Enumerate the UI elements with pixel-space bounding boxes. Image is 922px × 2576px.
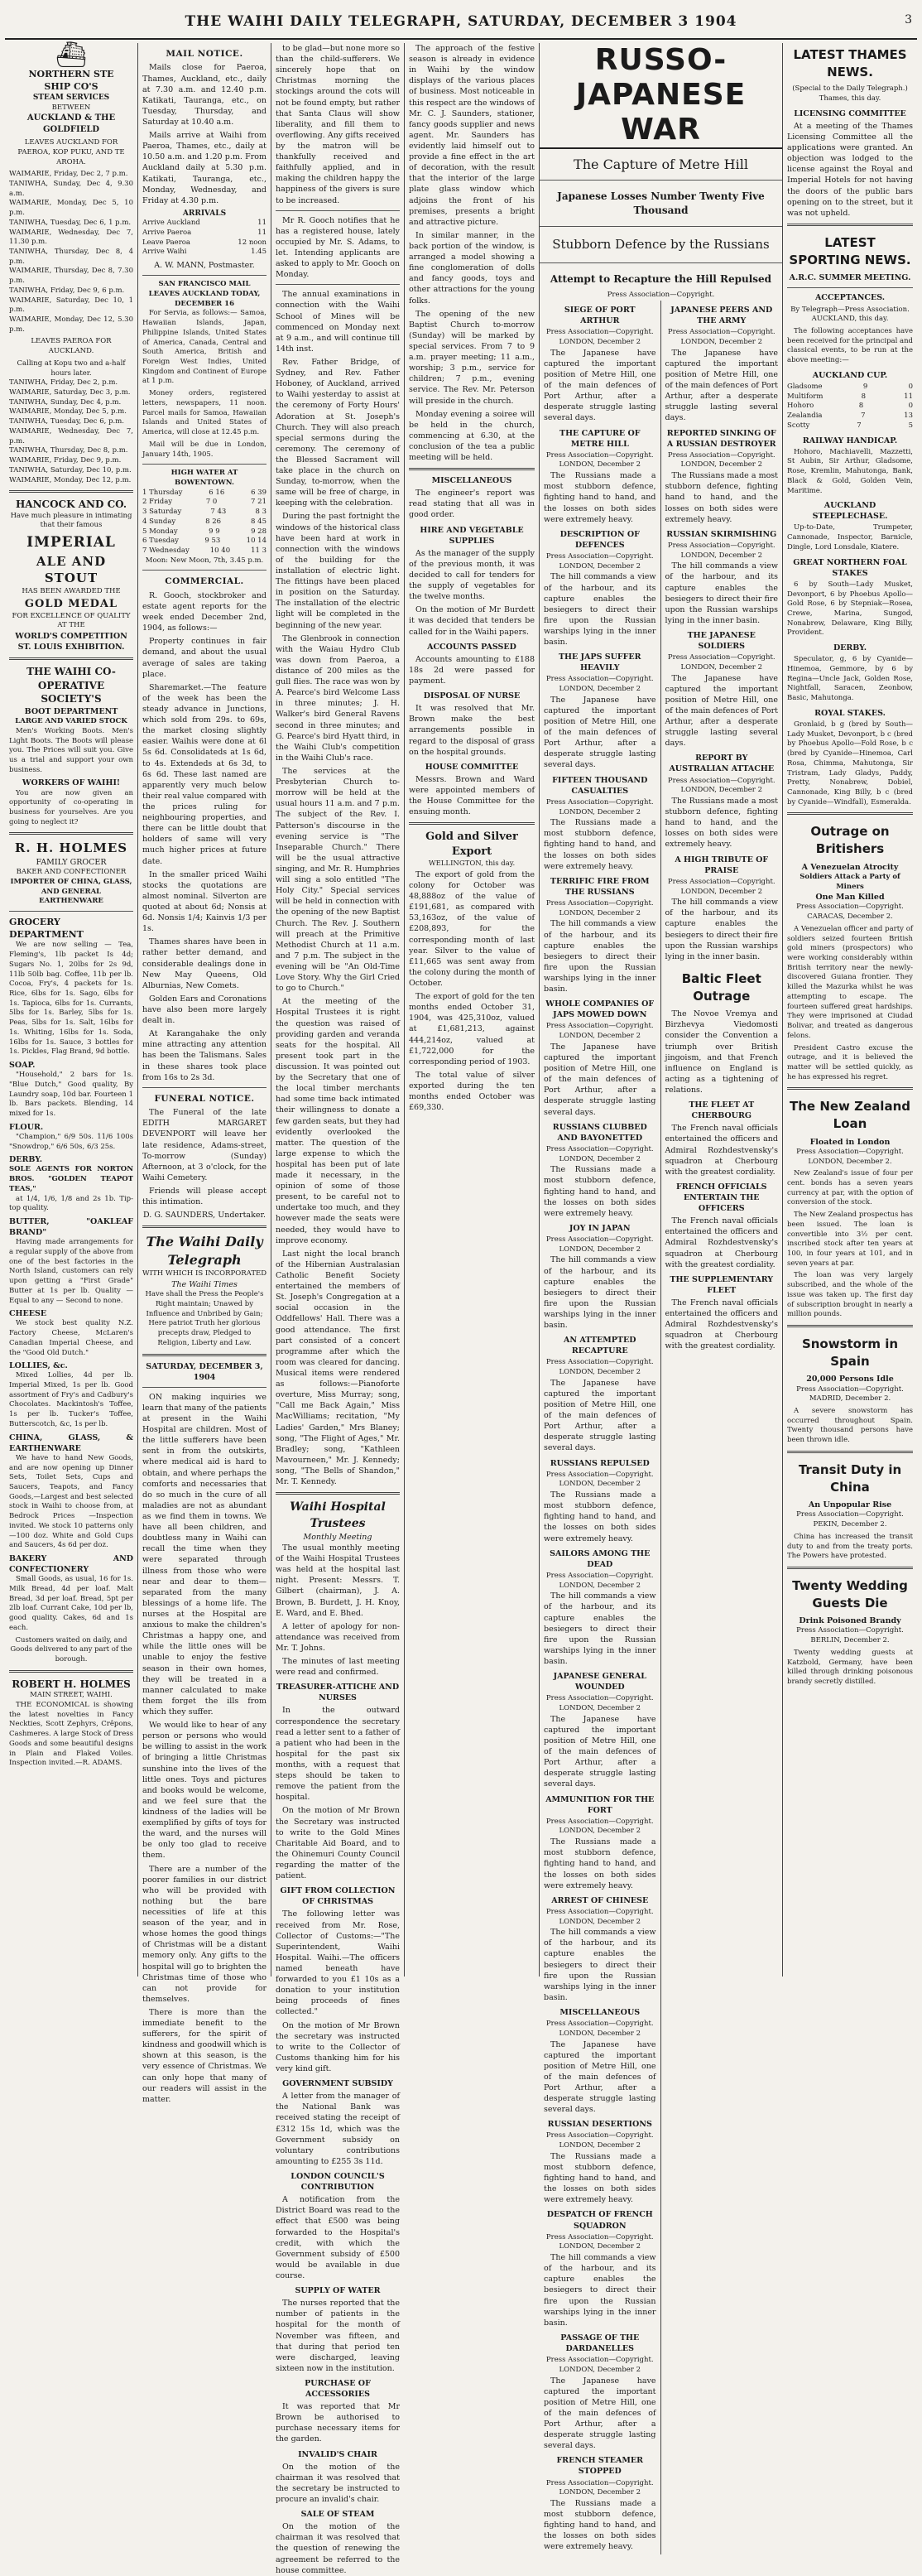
war-item-dateline: LONDON, December 2 — [559, 1917, 641, 1926]
foal-stakes-heading: GREAT NORTHERN FOAL STAKES — [793, 557, 907, 578]
schedule-entry: WAIMARIE, Monday, Dec 5, p.m. — [9, 407, 127, 416]
schedule-entry: WAIMARIE, Saturday, Dec 3, p.m. — [9, 388, 131, 397]
tide-row-cell: 4 Sunday — [142, 517, 176, 526]
mail-row — [142, 219, 267, 229]
cup-row-cell: 8 — [861, 392, 866, 401]
war-item-dateline: LONDON, December 2 — [559, 1154, 641, 1163]
war-item-dateline: LONDON, December 2 — [680, 786, 762, 795]
thames-dateline: (Special to the Daily Telegraph.) Thames, this day. — [792, 84, 908, 104]
russo-japanese-war-section — [540, 43, 783, 2552]
cup-row-cell: 5 — [908, 421, 913, 430]
holmes-heading: R. H. HOLMES — [14, 840, 128, 856]
war-item-credit: Press Association—Copyright. — [545, 1694, 654, 1703]
war-item-credit: Press Association—Copyright. — [545, 797, 654, 807]
war-item-credit: Press Association—Copyright. — [545, 2356, 654, 2365]
cup-row-cell: 7 — [857, 421, 862, 430]
cup-row-cell: 0 — [908, 402, 913, 411]
war-item-heading: SIEGE OF PORT ARTHUR — [564, 306, 636, 326]
importer-label: IMPORTER OF CHINA, GLASS, AND GENERAL EARTHENWARE — [10, 877, 132, 906]
wedding-sub: Drink Poisoned Brandy — [799, 1616, 901, 1626]
war-item-dateline: LONDON, December 2 — [559, 1480, 641, 1489]
undertaker: D. G. SAUNDERS, Undertaker. — [143, 1211, 266, 1221]
tide-row-cell: 8 3 — [255, 508, 267, 517]
war-item-dateline: LONDON, December 2 — [559, 460, 641, 469]
war-item-dateline: LONDON, December 2 — [559, 685, 641, 694]
schedule-entry: WAIMARIE, Monday, Dec 12, p.m. — [9, 475, 132, 484]
war-item-credit: Press Association—Copyright. — [667, 450, 776, 460]
tide-row-cell: 6 39 — [251, 488, 267, 497]
schedule-entry: TANIWHA, Sunday, Dec 4, 9.30 a.m. — [9, 179, 133, 198]
worlds-competition: WORLD'S COMPETITION — [15, 632, 127, 642]
cup-row-cell: 11 — [904, 392, 913, 401]
family-grocer: FAMILY GROCER — [36, 858, 107, 868]
paper-title: The Waihi Daily Telegraph — [146, 1234, 263, 1269]
licensing-heading: LICENSING COMMITTEE — [794, 108, 906, 118]
cup-row-cell: 7 — [861, 412, 866, 421]
sole-agents: SOLE AGENTS FOR NORTON BROS. "GOLDEN TEAPOT TEAS," — [9, 1165, 133, 1193]
derby-heading: DERBY. — [833, 643, 867, 653]
outrage-sub-2: Soldiers Attack a Party of Miners — [800, 872, 900, 891]
st-louis-exhibition: ST. LOUIS EXHIBITION. — [17, 643, 125, 652]
war-item-dateline: LONDON, December 2 — [559, 1368, 641, 1377]
tide-row — [142, 527, 267, 537]
royal-stakes-heading: ROYAL STAKES. — [814, 708, 886, 718]
excellence-label: FOR EXCELLENCE OF QUALITY — [12, 611, 131, 620]
war-item-heading: A HIGH TRIBUTE OF PRAISE — [675, 855, 769, 875]
war-item-dateline: LONDON, December 2 — [680, 551, 762, 560]
war-item-credit: Press Association—Copyright. — [545, 551, 654, 561]
tide-row-cell: 6 16 — [209, 488, 225, 497]
tide-row-cell: 11 3 — [251, 546, 267, 555]
baltic-fleet-heading: Baltic Fleet Outrage — [681, 970, 761, 1004]
war-subheading-4: Attempt to Recapture the Hill Repulsed — [550, 272, 772, 285]
war-item-credit: Press Association—Copyright. — [545, 450, 654, 460]
snowstorm-heading: Snowstorm in Spain — [801, 1336, 899, 1369]
mail-row-cell: Arrive Waihi — [142, 248, 187, 257]
lollies-label: LOLLIES, &c. — [9, 1361, 68, 1371]
tide-row-cell: 2 Friday — [142, 498, 173, 507]
war-item-dateline: LONDON, December 2 — [559, 1827, 641, 1836]
war-item-dateline: LONDON, December 2 — [559, 1032, 641, 1041]
hospital-trustees-heading: Waihi Hospital Trustees — [290, 1500, 386, 1530]
butter-label: BUTTER, "OAKLEAF BRAND" — [9, 1216, 133, 1238]
hancock-body: Have much pleasure in intimating that their famous — [10, 511, 132, 530]
tide-row — [142, 489, 267, 498]
outrage-sub-3: One Man Killed — [815, 893, 885, 903]
auckland-cup-heading: AUCKLAND CUP. — [812, 370, 888, 380]
masthead — [5, 5, 917, 40]
outrage-sub-1: A Venezuelan Atrocity — [801, 862, 899, 872]
schedule-entry: TANIWHA, Saturday, Dec 10, p.m. — [9, 465, 132, 474]
monthly-meeting: Monthly Meeting — [303, 1532, 372, 1542]
leaves-auckland: LEAVES AUCKLAND FOR PAEROA, KOP PUKU, AND TE AROHA. — [17, 138, 125, 166]
grocery-department: GROCERY DEPARTMENT — [9, 917, 84, 941]
sporting-news-heading: LATEST SPORTING NEWS. — [789, 234, 911, 267]
war-item-heading: ARREST OF CHINESE — [551, 1895, 649, 1905]
war-item-credit: Press Association—Copyright. — [545, 1470, 654, 1479]
schedule-entry: WAIMARIE, Saturday, Dec 10, 1 p.m. — [9, 296, 133, 315]
shipping-company-heading: NORTHERN STE SHIP CO'S — [28, 69, 114, 93]
war-item-heading: RUSSIAN SKIRMISHING — [666, 529, 777, 539]
cup-row-cell: 9 — [862, 382, 868, 391]
tide-row-cell: 10 14 — [246, 537, 267, 546]
cup-row — [787, 421, 913, 431]
auckland-cup-table — [787, 383, 913, 431]
masthead-title: THE WAIHI DAILY TELEGRAPH, SATURDAY, DECEMBER 3 1904 — [185, 13, 737, 30]
schedule-entry: WAIMARIE, Friday, Dec 9, p.m. — [9, 456, 122, 465]
schedule-entry: WAIMARIE, Monday, Dec 5, 10 p.m. — [9, 199, 133, 218]
war-item-dateline: LONDON, December 2 — [680, 887, 762, 896]
high-water-heading: HIGH WATER AT BOWENTOWN. — [170, 469, 238, 487]
flour-label: FLOUR. — [9, 1122, 44, 1132]
tide-row — [142, 498, 267, 508]
mail-row — [142, 248, 267, 258]
war-item-credit: Press Association—Copyright. — [667, 328, 776, 337]
war-item-credit: Press Association—Copyright. — [545, 899, 654, 908]
at-the-label: AT THE — [57, 621, 85, 630]
mail-notice-heading: MAIL NOTICE. — [166, 49, 243, 59]
war-item-heading: THE CAPTURE OF METRE HILL — [559, 428, 641, 449]
tide-row-cell: 9 53 — [204, 537, 221, 546]
war-item-credit: Press Association—Copyright. — [667, 653, 776, 662]
war-item-dateline: LONDON, December 2 — [559, 908, 641, 917]
war-item-dateline: LONDON, December 2 — [559, 1704, 641, 1713]
war-item-credit: Press Association—Copyright. — [667, 776, 776, 785]
schedule-entry: TANIWHA, Friday, Dec 2, p.m. — [9, 378, 118, 388]
boot-department: BOOT DEPARTMENT — [24, 706, 118, 716]
war-columns — [540, 301, 782, 2554]
war-item-credit: Press Association—Copyright. — [545, 2478, 654, 2487]
war-item-dateline: LONDON, December 2 — [559, 1581, 641, 1590]
war-item-credit: Press Association—Copyright. — [545, 2020, 654, 2029]
wellington-dateline: WELLINGTON, this day. — [428, 859, 516, 869]
war-item-credit: Press Association—Copyright. — [545, 2131, 654, 2140]
war-item-heading: JAPANESE PEERS AND THE ARMY — [670, 306, 773, 326]
tide-row-cell: 9 28 — [251, 527, 267, 536]
paper-subtitle: WITH WHICH IS INCORPORATED — [142, 1269, 267, 1278]
tide-row-cell: 9 9 — [209, 527, 220, 536]
war-item-heading: RUSSIAN DESERTIONS — [547, 2120, 652, 2130]
steamship-icon: ⛴ — [55, 41, 88, 70]
imperial-label: IMPERIAL — [26, 534, 116, 551]
war-item-credit: Press Association—Copyright. — [667, 541, 776, 550]
tides-table — [142, 489, 267, 556]
robert-holmes-heading: ROBERT H. HOLMES — [12, 1678, 131, 1690]
tide-row-cell: 7 0 — [205, 498, 218, 507]
war-item-credit: Press Association—Copyright. — [545, 1571, 654, 1580]
hancock-heading: HANCOCK AND CO. — [15, 498, 127, 511]
cup-row-cell: Hohoro — [787, 402, 814, 411]
war-item-heading: FRENCH STEAMER STOPPED — [556, 2456, 644, 2477]
china-label: CHINA, GLASS, & EARTHENWARE — [9, 1432, 133, 1453]
war-item-heading: THE JAPANESE SOLDIERS — [687, 630, 756, 652]
steeplechase-heading: AUCKLAND STEEPLECHASE. — [812, 501, 888, 522]
war-item-credit: Press Association—Copyright. — [545, 1235, 654, 1244]
war-item-heading: DESPATCH OF FRENCH SQUADRON — [546, 2210, 653, 2231]
war-item-credit: Press Association—Copyright. — [667, 877, 776, 886]
column-1-ads: ⛴ NORTHERN STE SHIP CO'S STEAM SERVICES BETWEEN AUCKLAND & THE GOLDFIELD LEAVES AUCKLAND FOR PAEROA, KOP PUKU, AND TE AROHA. WAIMARIE, Friday, Dec 2, 7 p.m. TANIWHA, Sunday, Dec 4, 9.30 a.m. WAIMARIE, Monday, Dec 5, 10 p.m. TANIWHA, Tuesday, Dec 6, 1 p.m. WAIMARIE, Wednesday, Dec 7, 11.30 p.m. TANIWHA, Thursday, Dec 8, 4 p.m. WAIMARIE, Thursday, Dec 8, 7.30 p.m. TANIWHA, Friday, Dec 9, 6 p.m. WAIMARIE, Saturday, Dec 10, 1 p.m. WAIMARIE, Monday, Dec 12, 5.30 p.m. LEAVES PAEROA FOR AUCKLAND. Calling at Kopu two and a-half hours later. TANIWHA, Friday, Dec 2, p.m. WAIMARIE, Saturday, Dec 3, p.m. TANIWHA, Sunday, Dec 4, p.m. WAIMARIE, Monday, Dec 5, p.m. TANIWHA, Tuesday, Dec 6, p.m. WAIMARIE, Wednesday, Dec 7, p.m. TANIWHA, Thursday, Dec 8, p.m. WAIMARIE, Friday, Dec 9, p.m. TANIWHA, Saturday, Dec 10, p.m. WAIMARIE, Monday, Dec 12, p.m. HANCOCK AND CO. Have much pleasure in intimating that their famous IMPERIAL ALE AND STOUT HAS BEEN AWARDED THE GOLD MEDAL FOR EXCELLENCE OF QUALITY AT THE WORLD'S COMPETITION ST. LOUIS EXHIBITION. THE WAIHI CO-OPERATIVE SOCIETY'S BOOT DEPARTMENT LARGE AND VARIED STOCK Men's Working Boots. Men's Light Boots. The Boots will please you. The Prices will suit you. Give us a trial and support your own business. WORKERS OF WAIHI! You are now given an opportunity of co-operating in business for yourselves. Are you going to neglect it? R. H. HOLMES FAMILY GROCER BAKER AND CONFECTIONER IMPORTER OF CHINA, GLASS, AND GENERAL EARTHENWARE GROCERY DEPARTMENT We are now selling — Tea, Fleming's, 1lb packet Is 4d; Sugars No. 1, 20lbs for 2s 9d, 11lb 50lb bag. Coffee, 11b per lb. Cocoa, Fry's, 4 packets for 1s. Rice, 6lbs for 1s. Sago, 6lbs for 1s. Tapioca, 6lbs for 1s. Currants, 5lbs for 1s. Barley, 5lbs for 1s. Peas, 5lbs for 1s. Salt, 16lbs for 1s. Whiting, 16lbs for 1s. Soda, 16lbs for 1s. Sauce, 3 bottles for 1s. Pickles, Flag Brand, 9d bottle. SOAP. "Household," 2 bars for 1s. "Blue Dutch," Good quality, By Laundry soap, 10d bar. Fourteen 1 lb. Bars packets. Blending, 14 mixed for 1s. FLOUR. "Champion," 6/9 50s. 11/6 100s "Snowdrop," 6/6 50s, 6/3 25s. DERBY. SOLE AGENTS FOR NORTON BROS. "GOLDEN TEAPOT TEAS," at 1/4, 1/6, 1/8 and 2s 1b. Tip-top quality. BUTTER, "OAKLEAF BRAND" Having made arrangements for a regular supply of the above from one of the best factories in the North Island, customers can rely upon getting a "First Grade" Butter at 1s per lb. Quality — Equal to any — Second to none. CHEESE We stock best quality N.Z. Factory Cheese, McLaren's Canadian Imperial Cheese, and the "Good Old Dutch." LOLLIES, &c. Mixed Lollies, 4d per lb. Imperial Mixed, 1s per lb. Good assortment of Fry's and Cadbury's Chocolates. Mackintosh's Toffee, 1s per lb. Tucker's Toffee, Butterscotch, &c, 1s per lb. CHINA, GLASS, & EARTHENWARE We have to hand New Goods, and are now opening up Dinner Sets, Toilet Sets, Cups and Saucers, Teapots, and Fancy Goods,—Largest and best selected stock in Waihi to choose from, at Bedrock Prices —Inspection invited. We stock 10 patterns only—100 doz. White and Gold Cups and Saucers, 4s 6d per doz. BAKERY AND CONFECTIONERY Small Goods, as usual, 16 for 1s. Milk Bread, 4d per loaf. Malt Bread, 3d per loaf. Bread, 5pt per 2lb loaf. Currant Cake, 10d per lb, good quality. Cakes, 6d and 1s each. Customers waited on daily, and Goods delivered to any part of the borough. ROBERT H. HOLMES MAIN STREET, WAIHI. THE ECONOMICAL is showing the latest novelties in Fancy Neckties, Scott Zephyrs, Crêpons, Cashmeres. A large Stock of Dress Goods and some beautiful designs in Plain and Flaked Voiles. Inspection invited.—R. ADAMS. — [5, 43, 138, 1977]
column-3: to be glad—but none more so than the child-sufferers. We sincerely hope that on Christmas morning the stockings around the cots will not be found empty, but rather that Santa Claus will show liberality, and fill them to overflowing. Any gifts received by the matron will be thankfully received and faithfully applied, and in making the children happy the happiness of the givers is sure to be increased. Mr R. Gooch notifies that he has a registered house, lately occupied by Mr. S. Adams, to let. Intending applicants are asked to apply to Mr. Gooch on Monday. The annual examinations in connection with the Waihi School of Mines will be commenced on Monday next at 9 a.m., and will continue till 14th inst. Rev. Father Bridge, of Sydney, and Rev. Father Hoboney, of Auckland, arrived to Waihi yesterday to assist at the ceremony of Forty Hours' Adoration at St. Joseph's Church. They will also preach special sermons during the ceremony. The ceremony of the Blessed Sacrament will take place in the church on Sunday, to-morrow, when the same will be free of charge, in keeping with the celebration. During the past fortnight the windows of the historical class have been hard at work in connection with the windows of the building for the installation of electric light. The fittings have been placed in position on the Saturday. The installation of the electric light will be completed in the beginning of the new year. The Glenbrook in connection with the Waiau Hydro Club was down from Paeroa, a distance of 200 miles as the gull flies. The race was won by A. Pearce's bird Welcome Lass in three minutes; J. H. Walker's bird General Ravens second in three minutes; and G. Pearce's bird Hyatt third, in the Waihi Club's competition in the Waihi Club's race. The services at the Presbyterian Church to-morrow will be held at the usual hours 11 a.m. and 7 p.m. The subject of the Rev. I. Patterson's discourse in the evening service is "The Inseparable Church." There will be the usual attractive singing, and Mr. R. Humphries will sing a solo entitled "The Holy City." Special services will be held in connection with the opening of the new Baptist Church. The Rev. J. Southern will preach at the Primitive Methodist Church at 11 a.m. and 7 p.m. The subject in the evening will be "An Old-Time Love Story. Why the Girl Cried to go to Church." At the meeting of the Hospital Trustees it is right the question was raised of providing garden and veranda seats for the hospital. All present took part in the discussion. It was pointed out by the Secretary that one of the local timber merchants had some time back intimated their willingness to donate a few garden seats, but they had evidently overlooked the matter. The question of the large expense to which the hospital has been put of late made it necessary, in the opinion of some of those present, to be careful not to undertake too much, and they however made the seats were needed, they would have to improve economy. Last night the local branch of the Hibernian Australasian Catholic Benefit Society entertained the members of St. Joseph's Congregation at a social occasion in the Oddfellows' Hall. There was a good attendance. The first part consisted of a concert programme after which the room was cleared for dancing. Musical items were rendered as follows:—Pianoforte overture, Miss Murray; song, "Call me Back Again," Miss MacWilliams; recitation, "My Ladies' Garden," Mrs Blaney; song, "The Flight of Ages," Mr. Bradley; song, "Kathleen Mavourneen," Mr. J. Kennedy; song, "The Bells of Shandon," Mr. T. Kennedy. Waihi Hospital Trustees Monthly Meeting The usual monthly meeting of the Waihi Hospital Trustees was held at the hospital last night. Present: Messrs. T. Gilbert (chairman), J. A. Brown, B. Burdett, J. H. Knoy, E. Ward, and E. Bhed. A letter of apology for non-attendance was received from Mr. T. Johns. The minutes of last meeting were read and confirmed. TREASURER-ATTICHE AND NURSES In the outward correspondence the secretary read a letter sent to a father of a patient who had been in the hospital for the past six months, with a request that steps should be taken to remove the patient from the hospital. On the motion of Mr Brown the Secretary was instructed to write to the Gold Mines Charitable Aid Board, and to the Ohinemuri County Council regarding the matter of the patient. GIFT FROM COLLECTION OF CHRISTMAS The following letter was received from Mr. Rose, Collector of Customs:—"The Superintendent, Waihi Hospital. Waihi.—The officers named beneath have forwarded to you £1 10s as a donation to your institution being proceeds of fines collected." On the motion of Mr Brown the secretary was instructed to write to the Collector of Customs thanking him for his very kind gift. GOVERNMENT SUBSIDY A letter from the manager of the National Bank was received stating the receipt of £312 15s 1d, which was the Government subsidy on voluntary contributions amounting to £255 3s 11d. LONDON COUNCIL'S CONTRIBUTION A notification from the District Board was read to the effect that £500 was being forwarded to the Hospital's credit, with which the Government subsidy of £500 would be available in due course. SUPPLY OF WATER The nurses reported that the number of patients in the hospital for the month of November was fifteen, and that during that period ten were discharged, leaving sixteen now in the institution. PURCHASE OF ACCESSORIES It was reported that Mr Brown be authorised to purchase necessary items for the garden. INVALID'S CHAIR On the motion of the chairman it was resolved that the secretary be instructed to procure an invalid's chair. SALE OF STEAM On the motion of the chairman it was resolved that the question of renewing the agreement be referred to the house committee. — [271, 43, 405, 1977]
leaves-paeroa: LEAVES PAEROA FOR AUCKLAND. — [31, 337, 112, 356]
page-number: 3 — [905, 13, 912, 26]
tide-row-cell: 8 26 — [205, 517, 222, 526]
war-item-credit: Press Association—Copyright. — [545, 328, 654, 337]
arc-heading: A.R.C. SUMMER MEETING. — [789, 273, 911, 283]
bakery-label: BAKERY AND CONFECTIONERY — [9, 1554, 133, 1575]
war-item-heading: RUSSIANS CLUBBED AND BAYONETTED — [552, 1122, 647, 1143]
cup-row — [787, 412, 913, 421]
war-item-credit: Press Association—Copyright. — [545, 1144, 654, 1153]
gold-medal-label: GOLD MEDAL — [24, 597, 118, 610]
acceptances-heading: ACCEPTANCES. — [814, 293, 886, 303]
war-item-credit: Press Association—Copyright. — [545, 675, 654, 684]
war-item-heading: AMMUNITION FOR THE FORT — [545, 1794, 655, 1815]
war-item-dateline: LONDON, December 2 — [559, 2242, 641, 2251]
transit-heading: Transit Duty in China — [798, 1461, 902, 1495]
railway-heading: RAILWAY HANDICAP. — [802, 436, 898, 445]
tide-row-cell: 3 Saturday — [142, 508, 182, 517]
cup-row-cell: 13 — [904, 412, 913, 421]
editorial-dateline: SATURDAY, DECEMBER 3, 1904 — [146, 1361, 263, 1382]
schedule-entry: TANIWHA, Thursday, Dec 8, p.m. — [9, 446, 128, 455]
column-2: MAIL NOTICE. Mails close for Paeroa, Thames, Auckland, etc., daily at 7.30 a.m. and 12.40 p.m. Katikati, Tauranga, etc., on Tuesday, Thursday, and Saturday at 10.40 a.m. Mails arrive at Waihi from Paeroa, Thames, etc., daily at 10.50 a.m. and 1.20 p.m. From Auckland daily at 5.30 p.m. Katikati, Tauranga, etc., Monday, Wednesday, and Friday at 4.30 p.m. ARRIVALS Arrive Auckland 11 Arrive Paeroa 11 Leave Paeroa 12 noon Arrive Waihi 1.45 A. W. MANN, Postmaster. SAN FRANCISCO MAIL LEAVES AUCKLAND TODAY, DECEMBER 16 For Servia, as follows:— Samoa, Hawaiian Islands, Japan, Philippine Islands, United States of America, Canada, Central and South America, British and Foreign West Indies, United Kingdom and Continent of Europe at 1 p.m. Money orders, registered letters, newspapers, 11 noon. Parcel mails for Samoa, Hawaiian Islands and United States of America, will close at 12.45 p.m. Mail will be due in London, January 14th, 1905. HIGH WATER AT BOWENTOWN. 1 Thursday 6 16 6 39 2 Friday 7 0 7 21 3 Saturday 7 43 8 3 4 Sunday 8 26 8 45 5 Monday 9 9 9 28 6 Tuesday 9 53 10 14 7 Wednesday 10 40 11 3 Moon: New Moon, 7th, 3.45 p.m. COMMERCIAL. R. Gooch, stockbroker and estate agent reports for the week ended December 2nd, 1904, as follows:— Property continues in fair demand, and about the usual average of sales are taking place. Sharemarket.—The feature of the week has been the steady advance in Junctions, which sold from 29s. to 69s, the market closing slightly easier. Waihis were done at 6l 5s 6d. Consolidateds at 1s 6d, to 4s. Extendeds at 6s 3d, to 6s 6d. These last named are apparently very much below their real value compared with the prices ruling for neighbouring properties, and there can be little doubt that holders of same will very much higher prices at future date. In the smaller priced Waihi stocks the quotations are almost nominal. Silverton are quoted at about 6d; Nonsis at 6d. Nonsis 1/4; Kainvis 1/3 per 1s. Thames shares have been in rather better demand, and considerable dealings done in New May Queens, Old Alburnias, New Comets. Golden Ears and Coronations have also been more largely dealt in. At Karangahake the only mine attracting any attention has been the Talismans. Sales in these shares took place from 16s to 2s 3d. FUNERAL NOTICE. The Funeral of the late EDITH MARGARET DEVENPORT will leave her late residence, Adams-street, To-morrow (Sunday) Afternoon, at 3 o'clock, for the Waihi Cemetery. Friends will please accept this intimation. D. G. SAUNDERS, Undertaker. The Waihi Daily Telegraph WITH WHICH IS INCORPORATED The Waihi Times Have shall the Press the People's Right maintain; Unawed by Influence and Unbribed by Gain; Here patriot Truth her glorious precepts draw, Pledged to Religion, Liberty and Law. SATURDAY, DECEMBER 3, 1904 ON making inquiries we learn that many of the patients at present in the Waihi Hospital are children. Most of the little sufferers have been sent in from the outskirts, where medical aid is hard to obtain, and where perhaps the comforts and necessaries that do so much in the cure of all maladies are not as abundant as we find them in towns. We have all been children, and doubtless many in Waihi can recall the time when they were separated through illness from those who were near and dear to them—separated from the many blessings of a home life. The nurses at the Hospital are anxious to make the children's Christmas a happy one, and while the little ones will be unable to enjoy the festive season in their own homes, they will be treated in a manner calculated to make them forget the ills from which they suffer. We would like to hear of any person or persons who would be willing to assist in the work of bringing a little Christmas sunshine into the lives of the little ones. Toys and pictures and books would be welcome, and we feel sure that the kindness of the ladies will be exemplified by gifts of toys for the ward, and the nurses will be only too glad to receive them. There are a number of the poorer families in our district who will be provided with nothing but the bare necessities of life at this season of the year, and in whose homes the good things of Christmas will be a distant memory only. Any gifts to the hospital will go to brighten the Christmas time of those who can not provide for themselves. There is more than the immediate benefit to the sufferers, for the spirit of kindness and goodwill which is shown at this season, is the very essence of Christmas. We can only hope that many of our readers will assist in the matter. — [138, 43, 271, 1977]
war-item-heading: TERRIFIC FIRE FROM THE RUSSIANS — [550, 876, 650, 897]
war-item-heading: DESCRIPTION OF DEFENCES — [559, 529, 640, 550]
paper-subtitle-2: The Waihi Times — [171, 1280, 238, 1290]
tide-row-cell: 8 45 — [251, 517, 267, 526]
war-item-heading: THE JAPS SUFFER HEAVILY — [558, 652, 641, 673]
auckland-schedule — [9, 170, 133, 335]
war-press: Press Association—Copyright. — [607, 291, 715, 300]
war-item-dateline: LONDON, December 2 — [680, 460, 762, 469]
cup-row-cell: 0 — [908, 382, 913, 391]
mail-row-cell: Arrive Auckland — [142, 219, 200, 228]
column-4: The approach of the festive season is already in evidence in Waihi by the window displays of the various places of business. Most noticeable in this respect are the windows of Mr. C. J. Saunders, stationer, fancy goods supplier and news agent. Mr. Saunders has evidently laid himself out to provide a fine effect in the art of decoration, with the result that the interior of the large plate glass window which adjoins the front of his premises, presents a bright and attractive picture. In similar manner, in the back portion of the window, is arranged a model showing a fine conglomeration of dolls and fancy goods, toys and other attractions for the young folks. The opening of the new Baptist Church to-morrow (Sunday) will be marked by special services. From 7 to 9 a.m. prayer meeting; 11 a.m., worship; 3 p.m., service for children; 7 p.m., evening service. The Rev. Mr. Peterson will preside in the church. Monday evening a soiree will be held in the church, commencing at 6.30, at the conclusion of the tea a public meeting will be held. MISCELLANEOUS The engineer's report was read stating that all was in good order. HIRE AND VEGETABLE SUPPLIES As the manager of the supply of the previous month, it was decided to call for tenders for the supply of vegetables for the twelve months. On the motion of Mr Burdett it was decided that tenders be called for in the Waihi papers. ACCOUNTS PASSED Accounts amounting to £188 18s 2d were passed for payment. DISPOSAL OF NURSE It was resolved that Mr. Brown make the best arrangements possible in regard to the disposal of grass on the hospital grounds. HOUSE COMMITTEE Messrs. Brown and Ward were appointed members of the House Committee for the ensuing month. Gold and Silver Export WELLINGTON, this day. The export of gold from the colony for October was 48,888oz of the value of £191,681, as compared with 53,163oz, of the value of £208,893, for the corresponding month of last year. Silver to the value of £11,665 was sent away from the colony during the month of October. The export of gold for the ten months ended October 31, 1904, was 425,310oz, valued at £1,681,213, against 444,214oz, valued at £1,722,000 for the corresponding period of 1903. The total value of silver exported during the ten months ended October was £69,330. — [405, 43, 540, 1977]
tide-row-cell: 6 Tuesday — [142, 537, 179, 546]
cup-row-cell: Multiform — [787, 392, 824, 401]
ale-stout-label: ALE AND STOUT — [36, 553, 107, 586]
tide-row — [142, 537, 267, 546]
cup-row-cell: Zealandia — [787, 412, 823, 421]
workers-of-waihi: WORKERS OF WAIHI! — [22, 778, 121, 788]
cup-row — [787, 392, 913, 402]
mail-row — [142, 238, 267, 248]
war-item-heading: MISCELLANEOUS — [559, 2008, 641, 2018]
war-item-dateline: LONDON, December 2 — [680, 338, 762, 347]
war-item-credit: Press Association—Copyright. — [545, 1907, 654, 1916]
schedule-entry: WAIMARIE, Wednesday, Dec 7, p.m. — [9, 426, 133, 445]
san-francisco-mail: SAN FRANCISCO MAIL LEAVES AUCKLAND TODAY, DECEMBER 16 — [148, 280, 261, 308]
between-label: BETWEEN — [51, 103, 91, 112]
schedule-entry: TANIWHA, Tuesday, Dec 6, 1 p.m. — [9, 218, 132, 227]
war-item-heading: REPORT BY AUSTRALIAN ATTACHE — [669, 754, 775, 774]
baltic-item-heading: FRENCH OFFICIALS ENTERTAIN THE OFFICERS — [675, 1182, 767, 1214]
schedule-entry: TANIWHA, Sunday, Dec 4, p.m. — [9, 397, 122, 407]
war-item-credit: Press Association—Copyright. — [545, 2232, 654, 2241]
main-street: MAIN STREET, WAIHI. — [30, 1691, 113, 1700]
war-item-heading: AN ATTEMPTED RECAPTURE — [564, 1336, 636, 1356]
cup-row-cell: Gladsome — [787, 382, 823, 391]
war-item-dateline: LONDON, December 2 — [559, 1245, 641, 1254]
war-item-dateline: LONDON, December 2 — [559, 338, 641, 347]
mail-row-cell: 11 — [257, 219, 267, 228]
war-subheading-3: Stubborn Defence by the Russians — [552, 237, 770, 253]
mail-row-cell: Arrive Paeroa — [142, 229, 192, 238]
cup-row-cell: Scotty — [787, 421, 810, 430]
tide-row — [142, 508, 267, 518]
war-item-heading: JOY IN JAPAN — [569, 1223, 631, 1233]
calling-note: Calling at Kopu two and a-half hours later. — [17, 359, 126, 378]
war-right-column: JAPANESE PEERS AND THE ARMY Press Association—Copyright. LONDON, December 2 The Japanese have captured the important position of Metre Hill, one of the main defences of Port Arthur, after a desperate struggle lasting several days. REPORTED SINKING OF A RUSSIAN DESTROYER Press Association—Copyright. LONDON, December 2 The Russians made a most stubborn defence, fighting hand to hand, and the losses on both sides were extremely heavy. RUSSIAN SKIRMISHING Press Association—Copyright. LONDON, December 2 The hill commands a view of the harbour, and its capture enables the besiegers to direct their fire upon the Russian warships lying in the inner basin. THE JAPANESE SOLDIERS Press Association—Copyright. LONDON, December 2 The Japanese have captured the important position of Metre Hill, one of the main defences of Port Arthur, after a desperate struggle lasting several days. REPORT BY AUSTRALIAN ATTACHE Press Association—Copyright. LONDON, December 2 The Russians made a most stubborn defence, fighting hand to hand, and the losses on both sides were extremely heavy. A HIGH TRIBUTE OF PRAISE Press Association—Copyright. LONDON, December 2 The hill commands a view of the harbour, and its capture enables the besiegers to direct their fire upon the Russian warships lying in the inner basin. Baltic Fleet Outrage The Novoe Vremya and Birzhevya Viedomosti consider the Convention a triumph over British jingoism, and that French influence on England is acting as a tightening of relations. THE FLEET AT CHERBOURG The French naval officials entertained the officers and Admiral Rozhdestvensky's squadron at Cherbourg with the greatest cordiality. FRENCH OFFICIALS ENTERTAIN THE OFFICERS The French naval officials entertained the officers and Admiral Rozhdestvensky's squadron at Cherbourg with the greatest cordiality. THE SUPPLEMENTARY FLEET The French naval officials entertained the officers and Admiral Rozhdestvensky's squadron at Cherbourg with the greatest cordiality. — [665, 306, 778, 1351]
war-item-dateline: LONDON, December 2 — [559, 561, 641, 571]
derby-label: DERBY. — [9, 1155, 43, 1165]
war-item-credit: Press Association—Copyright. — [545, 1358, 654, 1367]
columns — [5, 41, 917, 2575]
tide-row-cell: 7 Wednesday — [142, 546, 190, 555]
war-left-column: SIEGE OF PORT ARTHUR Press Association—Copyright. LONDON, December 2 The Japanese have captured the important position of Metre Hill, one of the main defences of Port Arthur, after a desperate struggle lasting several days. THE CAPTURE OF METRE HILL Press Association—Copyright. LONDON, December 2 The Russians made a most stubborn defence, fighting hand to hand, and the losses on both sides were extremely heavy. DESCRIPTION OF DEFENCES Press Association—Copyright. LONDON, December 2 The hill commands a view of the harbour, and its capture enables the besiegers to direct their fire upon the Russian warships lying in the inner basin. THE JAPS SUFFER HEAVILY Press Association—Copyright. LONDON, December 2 The Japanese have captured the important position of Metre Hill, one of the main defences of Port Arthur, after a desperate struggle lasting several days. FIFTEEN THOUSAND CASUALTIES Press Association—Copyright. LONDON, December 2 The Russians made a most stubborn defence, fighting hand to hand, and the losses on both sides were extremely heavy. TERRIFIC FIRE FROM THE RUSSIANS Press Association—Copyright. LONDON, December 2 The hill commands a view of the harbour, and its capture enables the besiegers to direct their fire upon the Russian warships lying in the inner basin. WHOLE COMPANIES OF JAPS MOWED DOWN Press Association—Copyright. LONDON, December 2 The Japanese have captured the important position of Metre Hill, one of the main defences of Port Arthur, after a desperate struggle lasting several days. RUSSIANS CLUBBED AND BAYONETTED Press Association—Copyright. LONDON, December 2 The Russians made a most stubborn defence, fighting hand to hand, and the losses on both sides were extremely heavy. JOY IN JAPAN Press Association—Copyright. LONDON, December 2 The hill commands a view of the harbour, and its capture enables the besiegers to direct their fire upon the Russian warships lying in the inner basin. AN ATTEMPTED RECAPTURE Press Association—Copyright. LONDON, December 2 The Japanese have captured the important position of Metre Hill, one of the main defences of Port Arthur, after a desperate struggle lasting several days. RUSSIANS REPULSED Press Association—Copyright. LONDON, December 2 The Russians made a most stubborn defence, fighting hand to hand, and the losses on both sides were extremely heavy. SAILORS AMONG THE DEAD Press Association—Copyright. LONDON, December 2 The hill commands a view of the harbour, and its capture enables the besiegers to direct their fire upon the Russian warships lying in the inner basin. JAPANESE GENERAL WOUNDED Press Association—Copyright. LONDON, December 2 The Japanese have captured the important position of Metre Hill, one of the main defences of Port Arthur, after a desperate struggle lasting several days. AMMUNITION FOR THE FORT Press Association—Copyright. LONDON, December 2 The Russians made a most stubborn defence, fighting hand to hand, and the losses on both sides were extremely heavy. ARREST OF CHINESE Press Association—Copyright. LONDON, December 2 The hill commands a view of the harbour, and its capture enables the besiegers to direct their fire upon the Russian warships lying in the inner basin. MISCELLANEOUS Press Association—Copyright. LONDON, December 2 The Japanese have captured the important position of Metre Hill, one of the main defences of Port Arthur, after a desperate struggle lasting several days. RUSSIAN DESERTIONS Press Association—Copyright. LONDON, December 2 The Russians made a most stubborn defence, fighting hand to hand, and the losses on both sides were extremely heavy. DESPATCH OF FRENCH SQUADRON Press Association—Copyright. LONDON, December 2 The hill commands a view of the harbour, and its capture enables the besiegers to direct their fire upon the Russian warships lying in the inner basin. PASSAGE OF THE DARDANELLES Press Association—Copyright. LONDON, December 2 The Japanese have captured the important position of Metre Hill, one of the main defences of Port Arthur, after a desperate struggle lasting several days. FRENCH STEAMER STOPPED Press Association—Copyright. LONDON, December 2 The Russians made a most stubborn defence, fighting hand to hand, and the losses on both sides were extremely heavy. — [540, 301, 661, 2554]
war-item-credit: Press Association—Copyright. — [545, 1817, 654, 1826]
war-subheading-2: Japanese Losses Number Twenty Five Thousand — [557, 190, 765, 216]
war-item-dateline: LONDON, December 2 — [559, 2141, 641, 2150]
snowstorm-sub: 20,000 Persons Idle — [806, 1375, 894, 1384]
tide-row — [142, 518, 267, 527]
war-item-heading: PASSAGE OF THE DARDANELLES — [560, 2333, 640, 2353]
schedule-entry: WAIMARIE, Thursday, Dec 8, 7.30 p.m. — [9, 267, 133, 286]
postmaster: A. W. MANN, Postmaster. — [154, 261, 255, 271]
war-item-heading: REPORTED SINKING OF A RUSSIAN DESTROYER — [666, 428, 776, 449]
war-item-credit: Press Association—Copyright. — [545, 1022, 654, 1031]
tide-row — [142, 546, 267, 556]
wedding-heading: Twenty Wedding Guests Die — [792, 1577, 908, 1611]
steam-services: STEAM SERVICES — [32, 94, 110, 103]
nz-loan-heading: The New Zealand Loan — [790, 1099, 910, 1132]
arrivals-label: ARRIVALS — [182, 209, 227, 218]
schedule-entry: TANIWHA, Tuesday, Dec 6, p.m. — [9, 417, 124, 426]
war-item-dateline: LONDON, December 2 — [559, 807, 641, 816]
war-item-heading: WHOLE COMPANIES OF JAPS MOWED DOWN — [545, 999, 655, 1020]
schedule-entry: WAIMARIE, Friday, Dec 2, 7 p.m. — [9, 170, 128, 179]
schedule-entry: WAIMARIE, Monday, Dec 12, 5.30 p.m. — [9, 315, 133, 334]
tide-row-cell: 7 21 — [251, 498, 267, 507]
tide-row-cell: 1 Thursday — [142, 488, 183, 497]
route-label: AUCKLAND & THE GOLDFIELD — [26, 113, 116, 135]
soap-label: SOAP. — [9, 1061, 36, 1071]
mail-row-cell: Leave Paeroa — [142, 238, 190, 247]
tide-row-cell: 5 Monday — [142, 527, 178, 536]
tide-row-cell: 7 43 — [210, 508, 227, 517]
tide-row-cell: 10 40 — [209, 546, 231, 555]
awarded-label: HAS BEEN AWARDED THE — [22, 587, 121, 596]
column-7: LATEST THAMES NEWS. (Special to the Daily Telegraph.) Thames, this day. LICENSING COMMITTEE At a meeting of the Thames Licensing Committee all the applications were granted. An objection was lodged to the license against the Royal and Imperial Hotels for not having the doors of the public bars opening on to the street, but it was not upheld. LATEST SPORTING NEWS. A.R.C. SUMMER MEETING. ACCEPTANCES. By Telegraph—Press Association. AUCKLAND, this day. The following acceptances have been received for the principal and classical events, to be run at the above meeting:— AUCKLAND CUP. Gladsome 9 0 Multiform 8 11 Hohoro 8 0 Zealandia 7 13 Scotty 7 5 RAILWAY HANDICAP. Hohoro, Machiavelli, Mazzetti, St Aubin, Sir Arthur, Gladsome, Rose, Kremlin, Mahutonga, Bank, Black & Gold, Golden Vein, Maritime. AUCKLAND STEEPLECHASE. Up-to-Date, Trumpeter, Cannonade, Inspector, Barnicle, Dingle, Lord Lonsdale, Kiatere. GREAT NORTHERN FOAL STAKES 6 by South—Lady Musket, Devonport, 6 by Phoebus Apollo—Gold Rose, 6 by Stepniak—Rosea, Crewe, Marina, Sungod, Nonabrew, Delaware, King Billy, Provident. DERBY. Speculator, g, 6 by Cyanide—Hinemoa, Gemmore, by 6 by Regina—Uncle Jack, Golden Rose, Nightfall, Saracen, Zeonbow, Basic, Mahutonga. ROYAL STAKES. Gronlaid, b g (bred by South—Lady Musket, Devonport, b c (bred by Phoebus Apollo—Fold Rose, b c (bred by Cyanide—Hinemoa, Carl Rosa, Chimma, Mahutonga, Sir Tristram, Lady Gladys, Paddy, Pretty, Nonabrew, Dobiel, Cannonade, King Billy, b c (bred by Cyanide—Windfall), Esmeralda. Outrage on Britishers A Venezuelan Atrocity Soldiers Attack a Party of Miners One Man Killed Press Association—Copyright. CARACAS, December 2. A Venezuelan officer and party of soldiers seized fourteen British gold miners (prospectors) who were working considerably within British territory near the newly-discovered Guiana frontier. They killed the Mazurka whilst he was attempting to escape. The fourteen suffered great hardships. They were imprisoned at Ciudad Bolivar, and treated as dangerous felons. President Castro excuse the outrage, and it is believed the matter will be settled quickly, as he has expressed his regret. The New Zealand Loan Floated in London Press Association—Copyright. LONDON, December 2. New Zealand's issue of four per cent. bonds has a seven years currency at par, with the option of conversion of the stock. The New Zealand prospectus has been issued. The loan is convertible into 3½ per cent. inscribed stock after ten years at 100, in four years at 101, and in seven years at par. The loan was very largely subscribed, and the whole of the issue was taken up. The first day of subscription brought in nearly a million pounds. Snowstorm in Spain 20,000 Persons Idle Press Association—Copyright. MADRID, December 2. A severe snowstorm has occurred throughout Spain. Twenty thousand persons have been thrown idle. Transit Duty in China An Unpopular Rise Press Association—Copyright. PEKIN, December 2. China has increased the transit duty to and from the treaty ports. The Powers have protested. Twenty Wedding Guests Die Drink Poisoned Brandy Press Association—Copyright. BERLIN, December 2. Twenty wedding guests at Katzbold, Germany, have been killed through drinking poisonous brandy secretly distilled. — [787, 47, 913, 1687]
moon-phase: Moon: New Moon, 7th, 3.45 p.m. — [145, 556, 264, 565]
transit-sub: An Unpopular Rise — [808, 1500, 892, 1510]
funeral-notice-heading: FUNERAL NOTICE. — [154, 1093, 255, 1104]
cup-row-cell: 8 — [858, 402, 864, 411]
thames-news-heading: LATEST THAMES NEWS. — [793, 47, 907, 79]
war-item-heading: FIFTEEN THOUSAND CASUALTIES — [552, 775, 648, 796]
paeroa-schedule — [9, 378, 133, 485]
war-item-heading: RUSSIANS REPULSED — [550, 1458, 650, 1468]
mail-table — [142, 219, 267, 258]
war-item-dateline: LONDON, December 2 — [559, 2029, 641, 2038]
baltic-item-heading: THE SUPPLEMENTARY FLEET — [670, 1274, 774, 1295]
mail-row-cell: 1.45 — [251, 248, 267, 257]
gold-silver-export-heading: Gold and Silver Export — [425, 831, 518, 859]
coop-heading: THE WAIHI CO-OPERATIVE SOCIETY'S — [26, 666, 116, 705]
war-item-dateline: LONDON, December 2 — [680, 662, 762, 672]
commercial-heading: COMMERCIAL. — [165, 576, 244, 587]
mail-row-cell: 11 — [257, 229, 267, 238]
schedule-entry: TANIWHA, Thursday, Dec 8, 4 p.m. — [9, 247, 133, 266]
cheese-label: CHEESE — [9, 1309, 47, 1319]
nz-loan-sub: Floated in London — [809, 1137, 891, 1147]
baltic-item-heading: THE FLEET AT CHERBOURG — [689, 1100, 755, 1121]
schedule-entry: TANIWHA, Friday, Dec 9, 6 p.m. — [9, 286, 125, 295]
outrage-heading: Outrage on Britishers — [810, 824, 890, 857]
war-headline: RUSSO-JAPANESE WAR — [540, 43, 782, 149]
war-item-dateline: LONDON, December 2 — [559, 2365, 641, 2374]
war-subheading-1: The Capture of Metre Hill — [574, 156, 748, 172]
war-item-heading: JAPANESE GENERAL WOUNDED — [553, 1672, 646, 1692]
war-item-heading: SAILORS AMONG THE DEAD — [550, 1548, 651, 1569]
war-item-dateline: LONDON, December 2 — [559, 2488, 641, 2497]
cup-row — [787, 383, 913, 392]
large-stock: LARGE AND VARIED STOCK — [15, 717, 127, 726]
mail-row-cell: 12 noon — [238, 238, 267, 247]
schedule-entry: WAIMARIE, Wednesday, Dec 7, 11.30 p.m. — [9, 228, 133, 247]
cup-row — [787, 402, 913, 412]
mail-row — [142, 229, 267, 238]
baker-confectioner: BAKER AND CONFECTIONER — [16, 868, 127, 877]
